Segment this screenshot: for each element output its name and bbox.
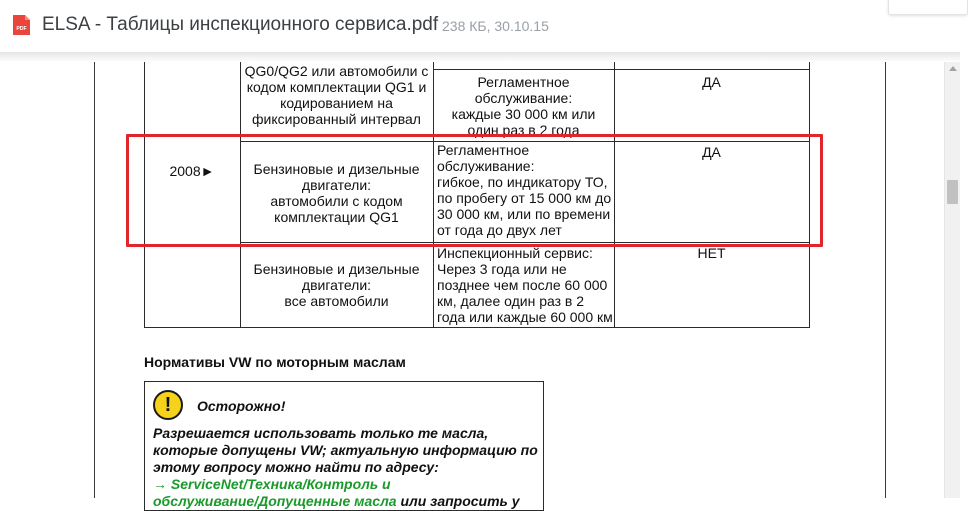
cell-line: Бензиновые и дизельные — [253, 261, 420, 277]
cell-line: обслуживание: — [474, 90, 573, 106]
table-cell: НЕТ — [697, 245, 726, 261]
warning-box — [144, 381, 544, 511]
cell-line: позднее чем после 60 000 — [437, 277, 608, 293]
warning-line: которые допущены VW; актуальную информацию по — [153, 442, 538, 458]
warning-line: Разрешается использовать только те масла, — [153, 425, 489, 441]
cell-line: комплектации QG1 — [274, 209, 399, 225]
table-cell — [433, 74, 614, 138]
table-border — [433, 69, 810, 70]
file-header — [0, 0, 960, 52]
cell-line: Регламентное — [477, 74, 570, 90]
cell-line: Регламентное — [437, 142, 530, 158]
cell-line: все автомобили — [284, 293, 389, 309]
cell-line: Инспекционный сервис: — [437, 245, 593, 261]
file-title: ELSA - Таблицы инспекционного сервиса.pdf — [42, 14, 439, 35]
cell-line: автомобили с кодом — [270, 193, 403, 209]
file-meta: 238 КБ, 30.10.15 — [442, 18, 549, 34]
cell-line: кодом комплектации QG1 и — [246, 79, 427, 95]
highlight-rectangle — [126, 134, 823, 247]
cell-line: один раз в 2 года — [467, 122, 580, 138]
top-popup — [888, 0, 968, 15]
table-cell-year: 2008► — [169, 163, 215, 179]
table-cell — [437, 245, 614, 325]
cell-line: по пробегу от 15 000 км до — [437, 190, 612, 206]
cell-line: каждые 30 000 км или — [451, 106, 596, 122]
servicenet-link[interactable]: → ServiceNet/Техника/Контроль и — [153, 476, 391, 492]
cell-line: обслуживание: — [437, 158, 535, 174]
cell-line: от года до двух лет — [437, 222, 562, 238]
warning-line: этому вопросу можно найти по адресу: — [153, 459, 439, 475]
scroll-up-arrow-icon[interactable] — [949, 66, 957, 71]
table-cell — [240, 261, 433, 309]
warning-line — [153, 493, 545, 509]
pdf-file-icon — [12, 14, 31, 36]
table-cell: ДА — [702, 74, 721, 90]
table-cell: ДА — [702, 144, 721, 160]
vertical-scrollbar[interactable] — [944, 62, 960, 498]
cell-line: 30 000 км, или по времени — [437, 206, 611, 222]
warning-line-end: или запросить у — [396, 493, 520, 509]
warning-icon-symbol: ! — [164, 394, 172, 416]
warning-title: Осторожно! — [197, 398, 286, 414]
cell-line: кодированием на — [280, 95, 393, 111]
cell-line: QG0/QG2 или автомобили с — [244, 63, 429, 79]
cell-line: Через 3 года или не — [437, 261, 567, 277]
scroll-thumb[interactable] — [947, 180, 958, 204]
cell-line: двигатели: — [301, 277, 372, 293]
cell-line: Бензиновые и дизельные — [253, 161, 420, 177]
servicenet-link[interactable]: обслуживание/Допущенные масла — [153, 493, 397, 509]
table-border — [144, 327, 810, 328]
table-cell — [240, 63, 433, 127]
cell-line: фиксированный интервал — [252, 111, 421, 127]
warning-line — [153, 476, 545, 492]
cell-line: года или каждые 60 000 км — [437, 309, 613, 325]
svg-text:PDF: PDF — [16, 26, 27, 32]
cell-line: км, далее один раз в 2 — [437, 293, 585, 309]
cell-line: гибкое, по индикатору ТО, — [437, 174, 608, 190]
section-heading: Нормативы VW по моторным маслам — [144, 354, 406, 370]
warning-exclamation-icon — [153, 390, 183, 420]
cell-line: двигатели: — [301, 177, 372, 193]
